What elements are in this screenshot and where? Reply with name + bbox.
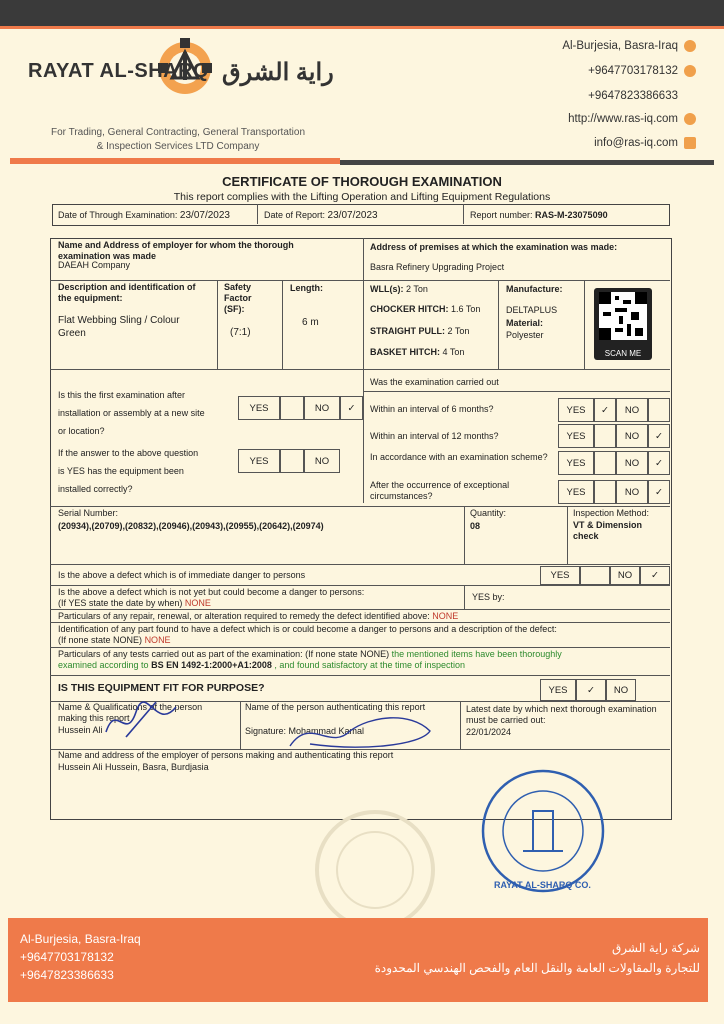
fit-yes-check[interactable] xyxy=(576,679,606,701)
wll-value: 2 Ton xyxy=(406,284,428,294)
exc-yes-box[interactable] xyxy=(594,480,616,504)
identification-none: NONE xyxy=(144,635,171,645)
header-divider-orange xyxy=(10,158,340,164)
repair-label xyxy=(58,611,458,622)
report-number-label: Report number: xyxy=(470,210,533,220)
length-label: Length: xyxy=(290,283,323,293)
q2-yes[interactable] xyxy=(238,449,280,473)
identification-sub-text: (If none state NONE) xyxy=(58,635,143,645)
auth-label: Name of the person authenticating this report xyxy=(245,702,426,712)
interval-6-label: Within an interval of 6 months? xyxy=(370,404,494,414)
footer-contact xyxy=(20,930,141,984)
top-bar xyxy=(0,0,724,26)
exam-date-label: Date of Through Examination: xyxy=(58,210,178,220)
q1-checkmark-icon: ✓ xyxy=(347,402,356,414)
fit-checkmark-icon: ✓ xyxy=(587,684,595,696)
scheme-no-text: NO xyxy=(624,457,640,469)
identification-sub xyxy=(58,635,171,646)
sf-value: (7:1) xyxy=(230,327,251,338)
header-address-text: Al-Burjesia, Basra-Iraq xyxy=(562,40,678,53)
choker xyxy=(370,304,480,315)
report-date xyxy=(264,209,378,222)
length-value: 6 m xyxy=(302,317,319,328)
employer-label: Name and Address of employer for whom the thorough examination was made xyxy=(58,240,294,261)
i6-no-box[interactable] xyxy=(648,398,670,422)
phone-icon-spacer xyxy=(684,90,696,102)
q2-line-c: installed correctly? xyxy=(58,484,133,494)
next-exam-label: Latest date by which next thorough examination must be carried out: xyxy=(466,704,657,725)
maker-label: Name & Qualifications of the person making this report xyxy=(58,702,203,723)
company-name-ar: راية الشرق xyxy=(222,59,334,86)
report-date-label: Date of Report: xyxy=(264,210,326,220)
q1-no-check[interactable] xyxy=(340,396,363,420)
premises-value: Basra Refinery Upgrading Project xyxy=(370,262,505,272)
immediate-no-check[interactable] xyxy=(640,566,670,585)
q1-yes[interactable] xyxy=(238,396,280,420)
premises-label: Address of premises at which the examination was made: xyxy=(370,242,618,252)
employer-value: DAEAH Company xyxy=(58,260,131,270)
next-exam-value: 22/01/2024 xyxy=(466,727,512,737)
certificate-subtitle: This report complies with the Lifting Operation and Lifting Equipment Regulations xyxy=(173,191,551,203)
basket-label: BASKET HITCH: xyxy=(370,347,440,357)
footer-arabic xyxy=(375,938,700,978)
header-email-text[interactable]: info@ras-iq.com xyxy=(594,137,678,150)
exc-no-text: NO xyxy=(624,486,640,498)
exam-date-value: 23/07/2023 xyxy=(179,210,230,221)
tests-text: Particulars of any tests carried out as part of the examination: (If none state NONE) xyxy=(58,649,390,659)
desc-label: Description and identification of the equipment: xyxy=(58,282,196,303)
i6-checkmark-icon: ✓ xyxy=(601,404,609,416)
employer-persons-value: Hussein Ali Hussein, Basra, Burdjasia xyxy=(58,762,209,772)
material-label: Material: xyxy=(506,318,544,328)
q2-line-b: is YES has the equipment been xyxy=(58,466,184,476)
exc-yes[interactable] xyxy=(558,480,594,504)
i12-yes[interactable] xyxy=(558,424,594,448)
desc-value: Flat Webbing Sling / Colour Green xyxy=(58,315,180,339)
stamp-text: RAYAT AL-SHARQ CO. xyxy=(494,880,591,890)
watermark-stamp-icon xyxy=(310,805,440,935)
footer-phone-2: +9647823386633 xyxy=(20,968,114,982)
quantity-value: 08 xyxy=(470,521,481,531)
method-label: Inspection Method: xyxy=(573,508,650,518)
tests-green-3: , and found satisfactory at the time of inspection xyxy=(274,660,466,670)
tagline-line-2: & Inspection Services LTD Company xyxy=(96,141,260,152)
header-website xyxy=(568,113,696,125)
fit-no[interactable] xyxy=(606,679,636,701)
header-email xyxy=(594,137,696,149)
i12-checkmark-icon: ✓ xyxy=(655,430,663,442)
scheme-yes-box[interactable] xyxy=(594,451,616,475)
qr-code-icon xyxy=(599,292,647,340)
immediate-danger-label: Is the above a defect which is of immediate danger to persons xyxy=(58,570,306,580)
quantity-label: Quantity: xyxy=(470,508,507,518)
tests-standard: BS EN 1492-1:2000+A1:2008 xyxy=(151,660,272,670)
exam-date xyxy=(58,209,230,222)
interval-12-label: Within an interval of 12 months? xyxy=(370,431,499,441)
tests-green-1: the mentioned items have been thoroughly xyxy=(391,649,562,659)
maker-value: Hussein Ali xyxy=(58,725,103,735)
q1-line-a: Is this the first examination after xyxy=(58,390,186,400)
top-bar-accent xyxy=(0,26,724,29)
manufacture-label: Manufacture: xyxy=(506,284,563,294)
q1-yes-box[interactable] xyxy=(280,396,304,420)
material-value: Polyester xyxy=(506,330,544,340)
i12-yes-text: YES xyxy=(566,430,586,442)
scheme-yes[interactable] xyxy=(558,451,594,475)
scheme-checkmark-icon: ✓ xyxy=(655,457,663,469)
fit-for-purpose-label: IS THIS EQUIPMENT FIT FOR PURPOSE? xyxy=(58,682,265,694)
scheme-yes-text: YES xyxy=(566,457,586,469)
header-divider-dark xyxy=(340,160,714,165)
header-phone-1-text: +9647703178132 xyxy=(588,65,678,78)
immediate-no[interactable] xyxy=(610,566,640,585)
certificate-title: CERTIFICATE OF THOROUGH EXAMINATION xyxy=(222,174,502,189)
i12-no[interactable] xyxy=(616,424,648,448)
i6-yes-check[interactable] xyxy=(594,398,616,422)
q1-line-b: installation or assembly at a new site xyxy=(58,408,205,418)
i6-no-text: NO xyxy=(624,404,640,416)
exc-checkmark-icon: ✓ xyxy=(655,486,663,498)
immediate-no-text: NO xyxy=(617,570,633,581)
immediate-yes[interactable] xyxy=(540,566,580,585)
i6-yes[interactable] xyxy=(558,398,594,422)
immediate-yes-text: YES xyxy=(550,570,570,581)
immediate-yes-box[interactable] xyxy=(580,566,610,585)
q1-no-text: NO xyxy=(314,402,330,414)
header-website-text[interactable]: http://www.ras-iq.com xyxy=(568,113,678,126)
tagline-line-1: For Trading, General Contracting, General Transportation xyxy=(50,127,306,138)
q2-yes-text: YES xyxy=(249,455,269,467)
q1-yes-text: YES xyxy=(249,402,269,414)
report-number-value: RAS-M-23075090 xyxy=(535,210,608,220)
report-number xyxy=(470,210,608,221)
fit-yes[interactable] xyxy=(540,679,576,701)
tests-line-2 xyxy=(58,660,465,671)
method-value: VT & Dimension check xyxy=(573,520,643,541)
q1-no[interactable] xyxy=(304,396,340,420)
q2-no-text: NO xyxy=(314,455,330,467)
i12-no-check[interactable] xyxy=(648,424,670,448)
sf-label: Safety Factor (SF): xyxy=(224,282,252,314)
q2-yes-box[interactable] xyxy=(280,449,304,473)
notyet-sub-text: (If YES state the date by when) xyxy=(58,598,183,608)
report-date-value: 23/07/2023 xyxy=(327,210,378,221)
straight-value: 2 Ton xyxy=(447,326,470,336)
mail-icon xyxy=(684,137,696,149)
basket xyxy=(370,347,464,358)
company-name-en: RAYAT AL-SHARQ xyxy=(28,60,210,82)
employer-persons-label: Name and address of the employer of persons making and authenticating this report xyxy=(58,750,394,760)
choker-label: CHOCKER HITCH: xyxy=(370,304,449,314)
company-stamp-icon xyxy=(478,766,608,896)
header-phone-1 xyxy=(588,65,696,77)
exc-no[interactable] xyxy=(616,480,648,504)
globe-icon xyxy=(684,113,696,125)
exc-no-check[interactable] xyxy=(648,480,670,504)
scheme-no-check[interactable] xyxy=(648,451,670,475)
scan-me-label: SCAN ME xyxy=(604,349,642,358)
fit-yes-text: YES xyxy=(548,684,568,696)
repair-text: Particulars of any repair, renewal, or alteration required to remedy the defect identified above: xyxy=(58,611,430,621)
i6-no[interactable] xyxy=(616,398,648,422)
notyet-sub xyxy=(58,598,211,609)
signature-hussein-icon xyxy=(96,692,186,752)
i12-no-text: NO xyxy=(624,430,640,442)
exc-yes-text: YES xyxy=(566,486,586,498)
footer-ar-line-2: للتجارة والمقاولات العامة والنقل العام والفحص الهندسي المحدودة xyxy=(374,961,700,975)
scheme-no[interactable] xyxy=(616,451,648,475)
yes-by-label: YES by: xyxy=(472,592,505,602)
footer-ar-line-1: شركة راية الشرق xyxy=(611,941,700,955)
serial-label: Serial Number: xyxy=(58,508,119,518)
exceptional-label: After the occurrence of exceptional circumstances? xyxy=(370,480,510,501)
carried-out-label: Was the examination carried out xyxy=(370,377,499,387)
footer-phone-1: +9647703178132 xyxy=(20,950,114,964)
choker-value: 1.6 Ton xyxy=(451,304,481,314)
i6-yes-text: YES xyxy=(566,404,586,416)
q2-no[interactable] xyxy=(304,449,340,473)
location-icon xyxy=(684,40,696,52)
basket-value: 4 Ton xyxy=(442,347,465,357)
tests-green-2: examined according to xyxy=(58,660,149,670)
repair-none: NONE xyxy=(432,611,459,621)
wll xyxy=(370,284,428,295)
auth-value: Signature: Mohammad Kamal xyxy=(245,726,365,736)
q2-line-a: If the answer to the above question xyxy=(58,448,199,458)
serial-value: (20934),(20709),(20832),(20946),(20943),(20955),(20642),(20974) xyxy=(58,521,324,531)
identification-label: Identification of any part found to have a defect which is or could become a danger to persons and a description of the defect: xyxy=(58,624,557,634)
wll-label: WLL(s): xyxy=(370,284,404,294)
tests-label xyxy=(58,649,663,660)
tagline xyxy=(28,126,328,154)
header-address xyxy=(562,40,696,52)
straight-label: STRAIGHT PULL: xyxy=(370,326,445,336)
immediate-checkmark-icon: ✓ xyxy=(651,570,659,581)
footer-address: Al-Burjesia, Basra-Iraq xyxy=(20,932,141,946)
notyet-label: Is the above a defect which is not yet but could become a danger to persons: xyxy=(58,587,365,597)
i12-yes-box[interactable] xyxy=(594,424,616,448)
manufacture-value: DELTAPLUS xyxy=(506,305,558,315)
phone-icon xyxy=(684,65,696,77)
qr-code[interactable] xyxy=(594,288,652,360)
header-phone-2 xyxy=(588,90,696,102)
header-phone-2-text: +9647823386633 xyxy=(588,90,678,103)
q1-line-c: or location? xyxy=(58,426,105,436)
notyet-none: NONE xyxy=(184,598,211,608)
fit-no-text: NO xyxy=(613,684,629,696)
straight xyxy=(370,326,469,337)
scheme-label: In accordance with an examination scheme? xyxy=(370,452,548,462)
